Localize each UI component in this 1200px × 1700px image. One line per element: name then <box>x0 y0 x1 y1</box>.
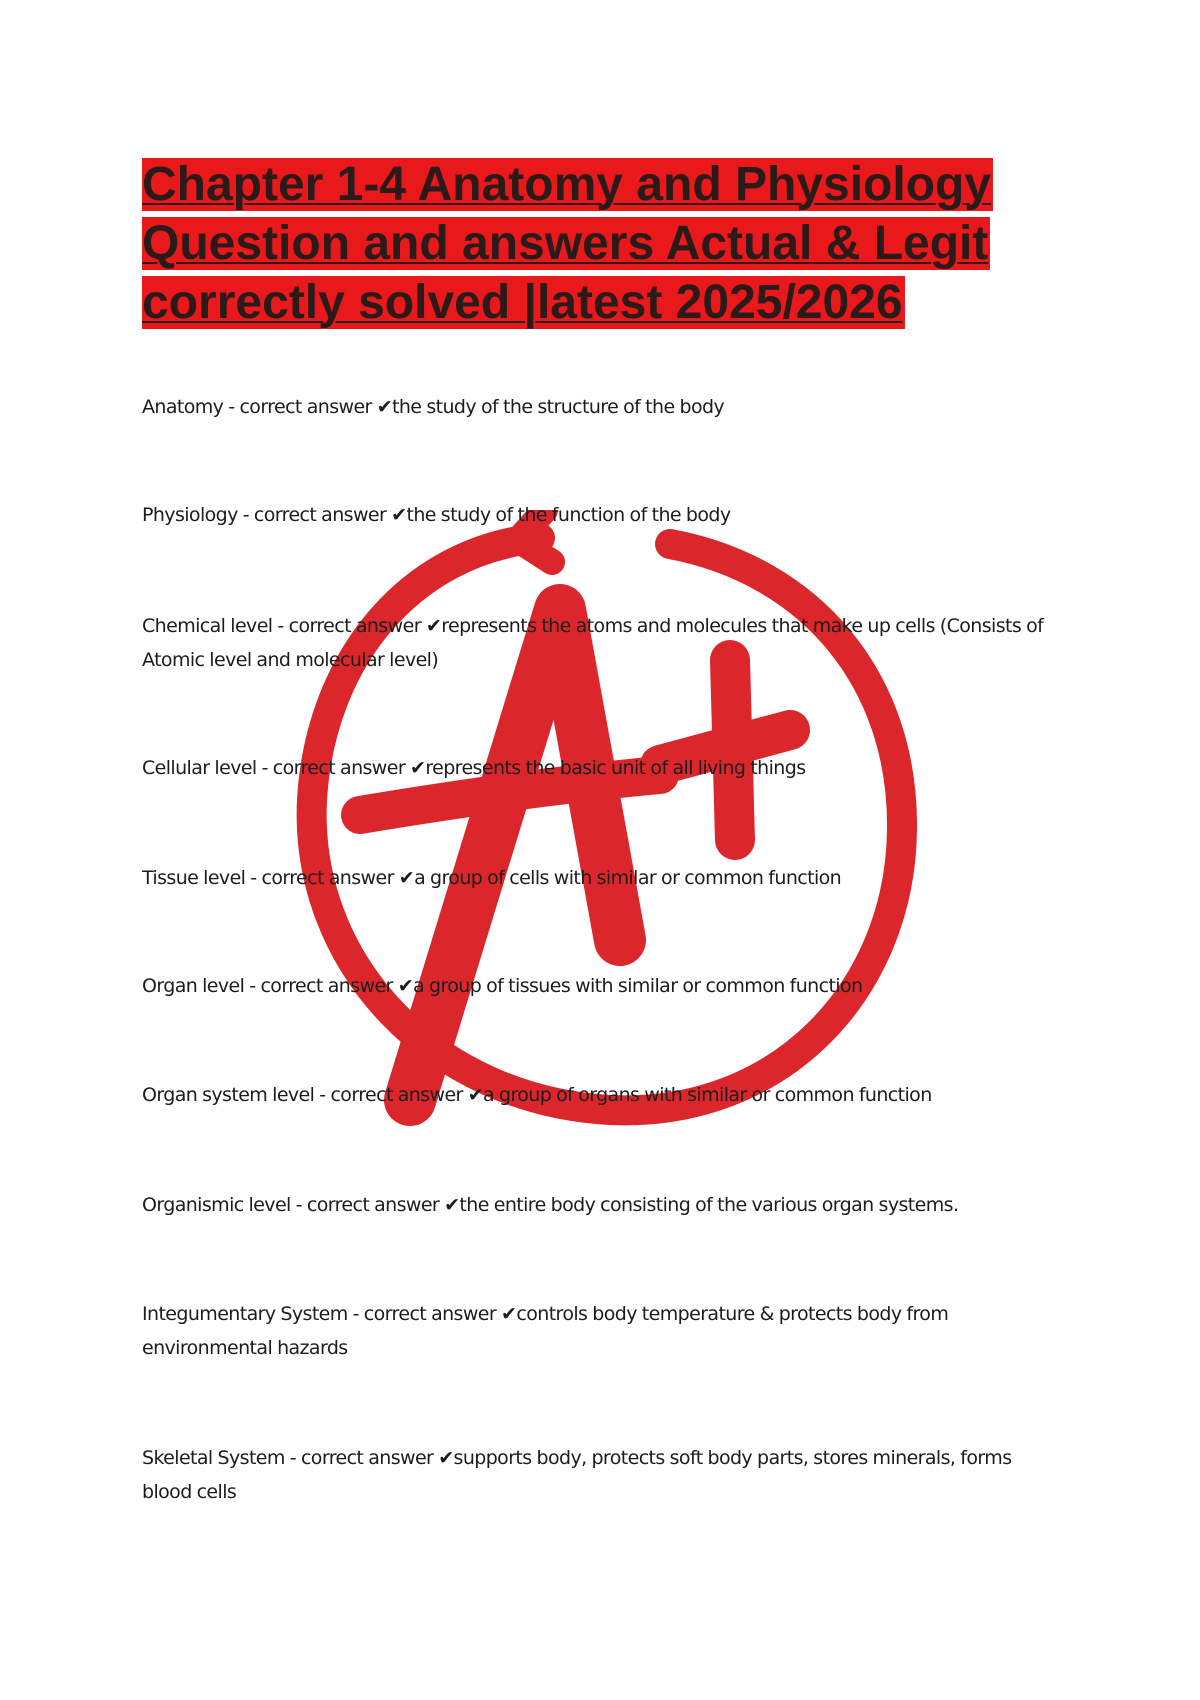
list-item: Organismic level - correct answer ✔the entire body consisting of the various organ systems. <box>142 1194 959 1216</box>
answer: a group of organs with similar or common function <box>483 1084 932 1106</box>
checkmark-icon: ✔ <box>376 396 393 418</box>
term: Organ level <box>142 975 245 997</box>
answer: a group of cells with similar or common function <box>414 867 842 889</box>
term: Organismic level <box>142 1194 291 1216</box>
list-item: Skeletal System - correct answer ✔supports body, protects soft body parts, stores minerals, forms blood cells <box>142 1447 1012 1503</box>
list-item: Cellular level - correct answer ✔represents the basic unit of all living things <box>142 757 806 779</box>
term: Organ system level <box>142 1084 315 1106</box>
list-item: Chemical level - correct answer ✔represents the atoms and molecules that make up cells (Consists of Atomic level and molecular level) <box>142 615 1044 671</box>
document-title <box>142 155 1012 332</box>
answer: the study of the structure of the body <box>392 396 725 418</box>
term: Chemical level <box>142 615 273 637</box>
term: Anatomy <box>142 396 224 418</box>
answer: represents the basic unit of all living things <box>425 757 806 779</box>
answer: controls body temperature & protects body from environmental hazards <box>142 1303 949 1359</box>
list-item: Tissue level - correct answer ✔a group of cells with similar or common function <box>142 867 842 889</box>
checkmark-icon: ✔ <box>438 1447 454 1469</box>
checkmark-icon: ✔ <box>444 1194 460 1216</box>
checkmark-icon: ✔ <box>501 1303 517 1325</box>
checkmark-icon: ✔ <box>425 615 442 637</box>
checkmark-icon: ✔ <box>398 867 415 889</box>
checkmark-icon: ✔ <box>397 975 414 997</box>
title-line-2: Question and answers Actual & Legit <box>142 217 989 270</box>
term: Integumentary System <box>142 1303 348 1325</box>
title-line-3: correctly solved |latest 2025/2026 <box>142 276 903 329</box>
list-item: Anatomy - correct answer ✔the study of the structure of the body <box>142 396 725 418</box>
term: Tissue level <box>142 867 246 889</box>
term: Cellular level <box>142 757 257 779</box>
checkmark-icon: ✔ <box>391 504 407 526</box>
a-plus-grade-stamp <box>290 510 930 1150</box>
answer: represents the atoms and molecules that make up cells (Consists of Atomic level and molecular level) <box>142 615 1044 671</box>
answer: a group of tissues with similar or common function <box>413 975 863 997</box>
checkmark-icon: ✔ <box>467 1084 484 1106</box>
term: Physiology <box>142 504 238 526</box>
list-item: Physiology - correct answer ✔the study of the function of the body <box>142 504 731 526</box>
checkmark-icon: ✔ <box>410 757 426 779</box>
answer: supports body, protects soft body parts, stores minerals, forms blood cells <box>142 1447 1012 1503</box>
list-item: Integumentary System - correct answer ✔controls body temperature & protects body from environmental hazards <box>142 1303 949 1359</box>
title-line-1: Chapter 1-4 Anatomy and Physiology <box>142 158 992 211</box>
list-item: Organ level - correct answer ✔a group of tissues with similar or common function <box>142 975 863 997</box>
answer: the entire body consisting of the various organ systems. <box>459 1194 959 1216</box>
term: Skeletal System <box>142 1447 285 1469</box>
list-item: Organ system level - correct answer ✔a group of organs with similar or common function <box>142 1084 932 1106</box>
answer: the study of the function of the body <box>406 504 731 526</box>
